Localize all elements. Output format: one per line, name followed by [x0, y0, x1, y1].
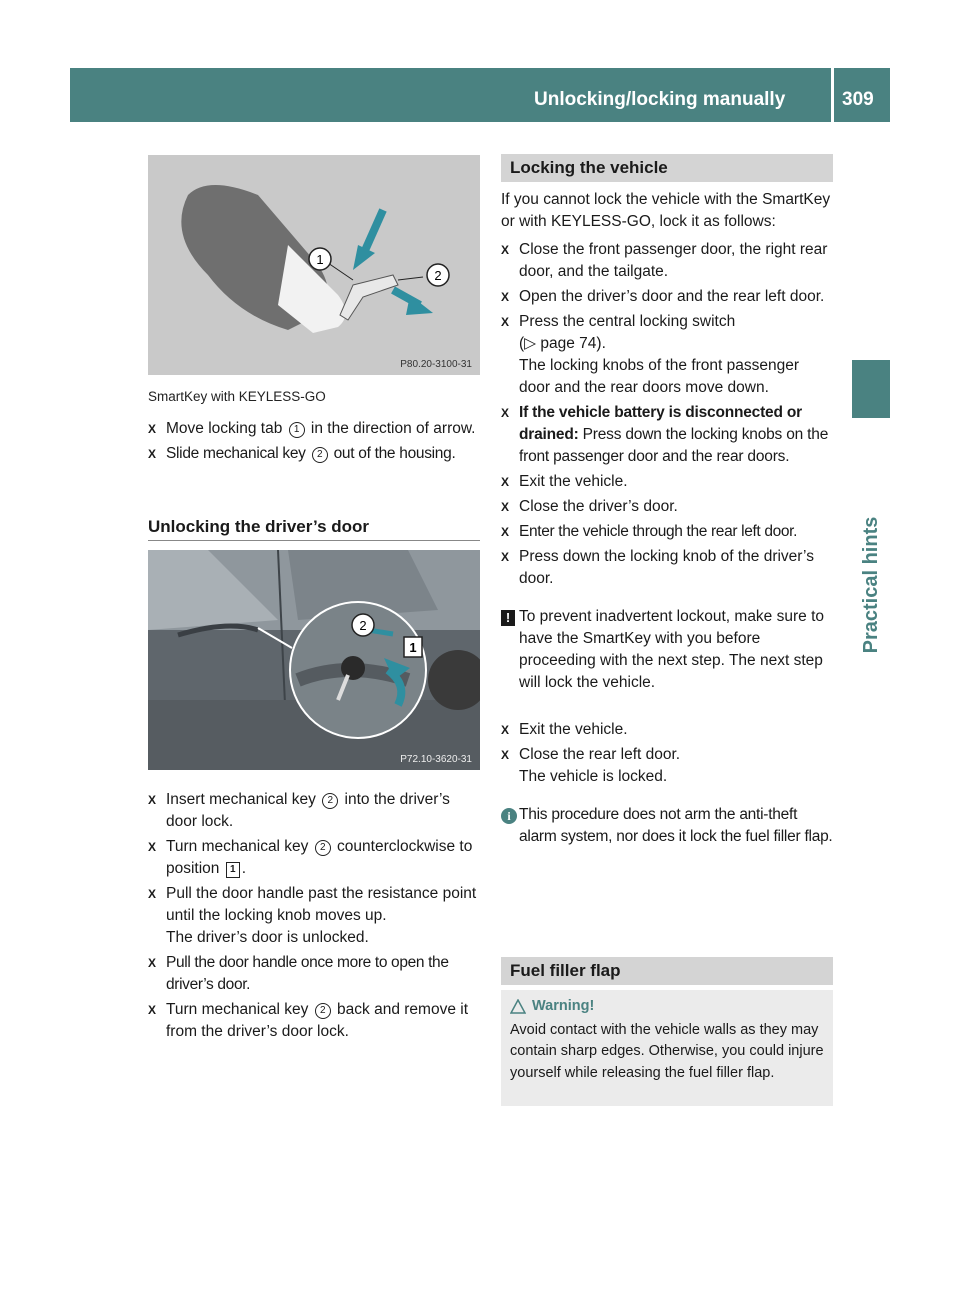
intro-text: If you cannot lock the vehicle with the SmartKey or with KEYLESS-GO, lock it as follows:: [501, 191, 831, 230]
info-note: i This procedure does not arm the anti-theft alarm system, nor does it lock the fuel filler flap.: [501, 804, 833, 848]
steps-unlock-door: [148, 789, 480, 1046]
warning-title: Warning!: [532, 998, 595, 1014]
svg-text:1: 1: [409, 640, 417, 655]
step-item: X Press the central locking switch (▷ page 74). The locking knobs of the front passenger door and the rear doors move down.: [501, 311, 833, 399]
step-item: X Press down the locking knob of the driver’s door.: [501, 548, 814, 587]
section-tab: [852, 360, 890, 418]
step-item: X Open the driver’s door and the rear left door.: [501, 286, 833, 308]
figure-caption: SmartKey with KEYLESS-GO: [148, 389, 326, 404]
svg-text:1: 1: [316, 252, 324, 267]
step-arrow-icon: X: [501, 500, 510, 514]
door-lock-illustration: [148, 550, 480, 770]
step-item: X Exit the vehicle.: [501, 471, 833, 493]
step-item: X Move locking tab 1 in the direction of arrow.: [148, 418, 480, 440]
step-item: X Close the rear left door. The vehicle is locked.: [501, 744, 833, 788]
warning-text: Avoid contact with the vehicle walls as they may contain sharp edges. Otherwise, you could injure yourself while releasing the fuel filler flap.: [510, 1021, 824, 1081]
step-result: The driver’s door is unlocked.: [166, 929, 369, 946]
smartkey-figure: [148, 155, 480, 375]
step-result: The vehicle is locked.: [519, 768, 668, 785]
step-arrow-icon: X: [148, 422, 157, 436]
step-arrow-icon: X: [501, 290, 510, 304]
caution-note: ! To prevent inadvertent lockout, make sure to have the SmartKey with you before proceeding with the next step. The next step will lock the vehicle.: [501, 606, 833, 694]
step-arrow-icon: X: [148, 840, 157, 854]
step-arrow-icon: X: [501, 406, 510, 420]
warning-triangle-icon: [510, 999, 526, 1014]
subhead-unlocking-driver-door: Unlocking the driver’s door: [148, 517, 370, 536]
info-icon: i: [501, 808, 517, 824]
step-item: X Pull the door handle once more to open the driver’s door.: [148, 954, 449, 993]
step-item: X Slide mechanical key 2 out of the housing.: [148, 443, 480, 465]
step-arrow-icon: X: [501, 525, 510, 539]
step-arrow-icon: X: [148, 447, 157, 461]
section-fuel-filler-flap: Fuel filler flap: [501, 957, 833, 985]
page-title: Unlocking/locking manually: [534, 89, 786, 110]
page-number: 309: [842, 89, 874, 110]
step-arrow-icon: X: [501, 243, 510, 257]
step-arrow-icon: X: [501, 315, 510, 329]
step-arrow-icon: X: [148, 887, 157, 901]
locking-procedure: [501, 189, 833, 863]
step-item: X Exit the vehicle.: [501, 719, 833, 741]
caution-icon: !: [501, 610, 515, 626]
svg-text:2: 2: [434, 268, 442, 283]
door-lock-figure: [148, 550, 480, 770]
step-arrow-icon: X: [148, 956, 157, 970]
warning-box: [501, 990, 833, 1106]
step-arrow-icon: X: [501, 723, 510, 737]
step-item: X Turn mechanical key 2 back and remove it from the driver’s door lock.: [148, 1001, 469, 1040]
step-item: X Close the front passenger door, the right rear door, and the tailgate.: [501, 241, 828, 280]
subhead-rule: [148, 540, 480, 541]
header-divider: [831, 68, 834, 122]
section-locking-vehicle: Locking the vehicle: [501, 154, 833, 182]
step-arrow-icon: X: [148, 1003, 157, 1017]
step-item: X If the vehicle battery is disconnected or drained: Press down the locking knobs on the front passenger door and the rear doors.: [501, 404, 829, 465]
section-tab-label: Practical hints: [860, 516, 882, 654]
step-arrow-icon: X: [148, 793, 157, 807]
step-arrow-icon: X: [501, 550, 510, 564]
figure-code: P80.20-3100-31: [400, 359, 472, 370]
step-item: X Close the driver’s door.: [501, 496, 833, 518]
page-reference[interactable]: (▷ page 74).: [519, 335, 606, 352]
step-item: X Pull the door handle past the resistance point until the locking knob moves up. The driver’s door is unlocked.: [148, 883, 480, 949]
steps-smartkey: [148, 418, 480, 468]
smartkey-illustration: [148, 155, 480, 375]
step-item: X Enter the vehicle through the rear left door.: [501, 521, 833, 543]
step-arrow-icon: X: [501, 475, 510, 489]
figure-code: P72.10-3620-31: [400, 754, 472, 765]
step-item: X Turn mechanical key 2 counterclockwise to position 1 .: [148, 838, 473, 877]
step-arrow-icon: X: [501, 748, 510, 762]
step-result: The locking knobs of the front passenger door and the rear doors move down.: [519, 357, 800, 396]
svg-text:2: 2: [359, 618, 367, 633]
step-item: X Insert mechanical key 2 into the driver’s door lock.: [148, 791, 450, 830]
